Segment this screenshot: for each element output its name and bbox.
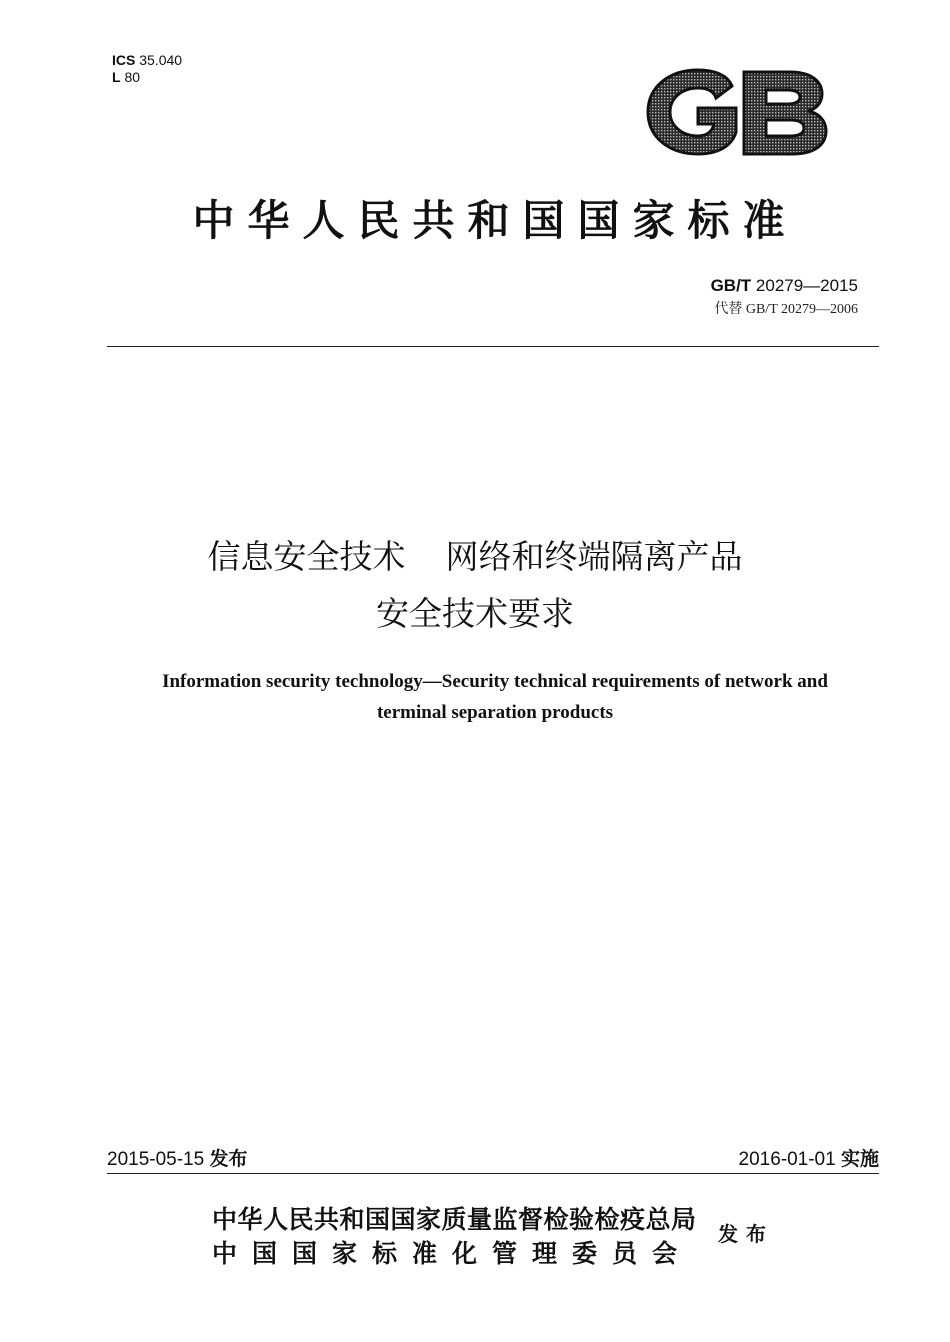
gb-logo bbox=[640, 64, 830, 159]
english-title-line-2: terminal separation products bbox=[376, 702, 614, 723]
standard-number bbox=[600, 276, 858, 296]
implementation-date-label: 实施 bbox=[840, 1148, 879, 1170]
publish-label: 发布 bbox=[718, 1222, 774, 1246]
chinese-title-line-2: 安全技术要求 bbox=[376, 594, 574, 633]
english-title-line-1: Information security technology—Security technical requirements of network and bbox=[162, 671, 828, 692]
chinese-title-part-2: 网络和终端隔离产品 bbox=[445, 537, 743, 576]
gb-standard-logo-icon bbox=[640, 64, 830, 159]
national-standard-title: 中华人民共和国国家标准 bbox=[192, 196, 798, 245]
ics-code: 35.040 bbox=[139, 52, 183, 68]
replaces-standard: 代替 GB/T 20279—2006 bbox=[714, 302, 858, 317]
top-divider bbox=[107, 346, 879, 347]
chinese-title-line-1 bbox=[60, 531, 890, 578]
ccs-line bbox=[112, 69, 182, 86]
standard-number-prefix: GB/T bbox=[710, 276, 752, 295]
issuer-agency-1: 中华人民共和国国家质量监督检验检疫总局 bbox=[212, 1205, 697, 1234]
issuer-agency-2: 中国国家标准化管理委员会 bbox=[212, 1239, 693, 1268]
issue-date-value: 2015-05-15 bbox=[107, 1149, 205, 1170]
implementation-date-value: 2016-01-01 bbox=[738, 1149, 836, 1170]
bottom-divider bbox=[107, 1173, 879, 1174]
ics-line bbox=[112, 52, 182, 69]
ccs-code: 80 bbox=[124, 69, 141, 85]
standard-number-value: 20279—2015 bbox=[755, 276, 858, 295]
chinese-title-part-1: 信息安全技术 bbox=[207, 537, 406, 576]
implementation-date bbox=[620, 1144, 879, 1171]
issue-date-label: 发布 bbox=[209, 1148, 248, 1170]
ics-label: ICS bbox=[112, 52, 136, 68]
classification-codes bbox=[112, 52, 182, 86]
ccs-label: L bbox=[112, 69, 121, 85]
issue-date bbox=[107, 1144, 248, 1171]
